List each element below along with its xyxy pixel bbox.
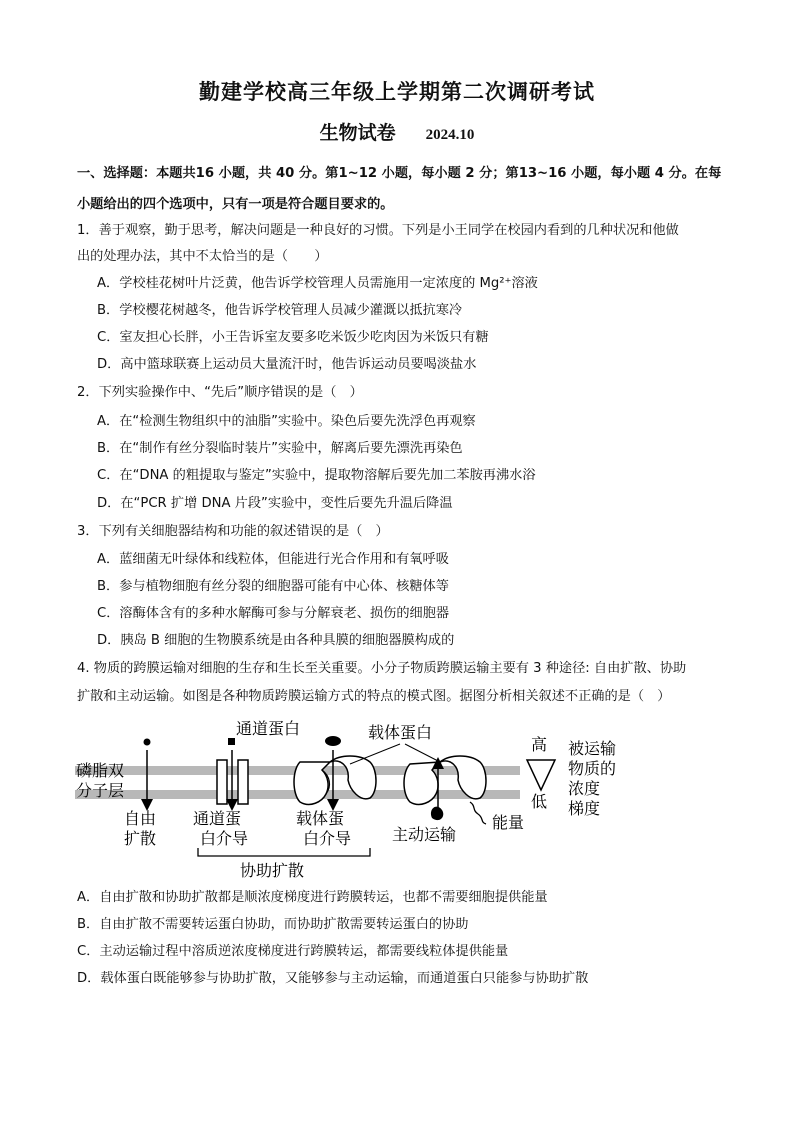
label-carrier-protein: 载体蛋白	[368, 723, 433, 742]
gradient-triangle	[527, 760, 555, 790]
label-gradient-3: 浓度	[568, 779, 601, 798]
q1-option-a: A．学校桂花树叶片泛黄，他告诉学校管理人员需施用一定浓度的 Mg²⁺溶液	[97, 276, 538, 291]
q2-stem: 2．下列实验操作中、“先后”顺序错误的是（ ）	[77, 385, 363, 400]
q3-option-b: B．参与植物细胞有丝分裂的细胞器可能有中心体、核糖体等	[97, 579, 449, 594]
label-channel-protein: 通道蛋白	[236, 719, 301, 738]
q4-option-b: B．自由扩散不需要转运蛋白协助，而协助扩散需要转运蛋白的协助	[77, 917, 469, 932]
q1-stem-line2: 出的处理办法，其中不太恰当的是（ ）	[77, 249, 328, 264]
q1-option-d: D．高中篮球联赛上运动员大量流汗时，他告诉运动员要喝淡盐水	[97, 357, 477, 372]
q4-stem-line1: 4. 物质的跨膜运输对细胞的生存和生长至关重要。小分子物质跨膜运输主要有 3 种途径: 自由扩散、协助	[77, 661, 687, 676]
label-carrier-med-1: 载体蛋	[296, 809, 345, 828]
q4-option-c: C．主动运输过程中溶质逆浓度梯度进行跨膜转运，都需要线粒体提供能量	[77, 944, 509, 959]
label-gradient-4: 梯度	[568, 799, 601, 818]
label-carrier-med-2: 白介导	[303, 829, 352, 848]
label-bilayer-1: 磷脂双	[76, 761, 125, 780]
q2-option-d: D．在“PCR 扩增 DNA 片段”实验中，变性后要先升温后降温	[97, 496, 453, 511]
q3-option-c: C．溶酶体含有的多种水解酶可参与分解衰老、损伤的细胞器	[97, 606, 450, 621]
exam-title: 勤建学校高三年级上学期第二次调研考试	[199, 79, 595, 104]
label-energy: 能量	[492, 813, 525, 832]
q2-option-b: B．在“制作有丝分裂临时装片”实验中，解离后要先漂洗再染色	[97, 441, 463, 456]
q4-option-d: D．载体蛋白既能够参与协助扩散，又能够参与主动运输，而通道蛋白只能参与协助扩散	[77, 971, 589, 986]
q1-option-c: C．室友担心长胖，小王告诉室友要多吃米饭少吃肉因为米饭只有糖	[97, 330, 489, 345]
label-free-2: 扩散	[124, 829, 157, 848]
q2-option-a: A．在“检测生物组织中的油脂”实验中。染色后要先洗浮色再观察	[97, 414, 476, 429]
q2-option-c: C．在“DNA 的粗提取与鉴定”实验中，提取物溶解后要先加二苯胺再沸水浴	[97, 468, 536, 483]
label-bilayer-2: 分子层	[76, 781, 125, 800]
exam-date: 2024.10	[425, 127, 475, 143]
energy-squiggle	[470, 802, 486, 824]
q3-option-d: D．胰岛 B 细胞的生物膜系统是由各种具膜的细胞器膜构成的	[97, 633, 455, 648]
label-gradient-2: 物质的	[568, 759, 617, 778]
label-channel-med-1: 通道蛋	[193, 809, 242, 828]
q3-option-a: A．蓝细菌无叶绿体和线粒体，但能进行光合作用和有氧呼吸	[97, 552, 449, 567]
label-free-1: 自由	[124, 809, 157, 828]
q4-stem-line2: 扩散和主动运输。如图是各种物质跨膜运输方式的特点的模式图。据图分析相关叙述不正确的是（ ）	[77, 689, 671, 704]
section-instruction-line1: 一、选择题：本题共16 小题，共 40 分。第1~12 小题，每小题 2 分；第13~16 小题，每小题 4 分。在每	[77, 166, 722, 181]
label-channel-med-2: 白介导	[200, 829, 249, 848]
q1-stem-line1: 1．善于观察，勤于思考，解决问题是一种良好的习惯。下列是小王同学在校园内看到的几种状况和他做	[77, 223, 679, 238]
facilitated-bracket	[198, 848, 370, 856]
label-high: 高	[531, 735, 548, 754]
carrier-molecule	[325, 736, 341, 746]
free-diffusion-molecule	[144, 739, 151, 746]
q4-option-a: A．自由扩散和协助扩散都是顺浓度梯度进行跨膜转运，也都不需要细胞提供能量	[77, 890, 548, 905]
label-gradient-1: 被运输	[568, 739, 617, 758]
q3-stem: 3．下列有关细胞器结构和功能的叙述错误的是（ ）	[77, 524, 389, 539]
active-molecule	[431, 807, 443, 820]
subject-title: 生物试卷	[319, 122, 396, 144]
channel-molecule	[228, 738, 235, 745]
section-instruction-line2: 小题给出的四个选项中，只有一项是符合题目要求的。	[77, 197, 394, 212]
label-active: 主动运输	[392, 825, 457, 844]
q1-option-b: B．学校樱花树越冬，他告诉学校管理人员减少灌溉以抵抗寒冷	[97, 303, 463, 318]
label-facilitated: 协助扩散	[240, 861, 305, 880]
exam-subtitle	[0, 118, 794, 145]
membrane-transport-diagram	[0, 710, 794, 890]
label-low: 低	[531, 792, 548, 811]
